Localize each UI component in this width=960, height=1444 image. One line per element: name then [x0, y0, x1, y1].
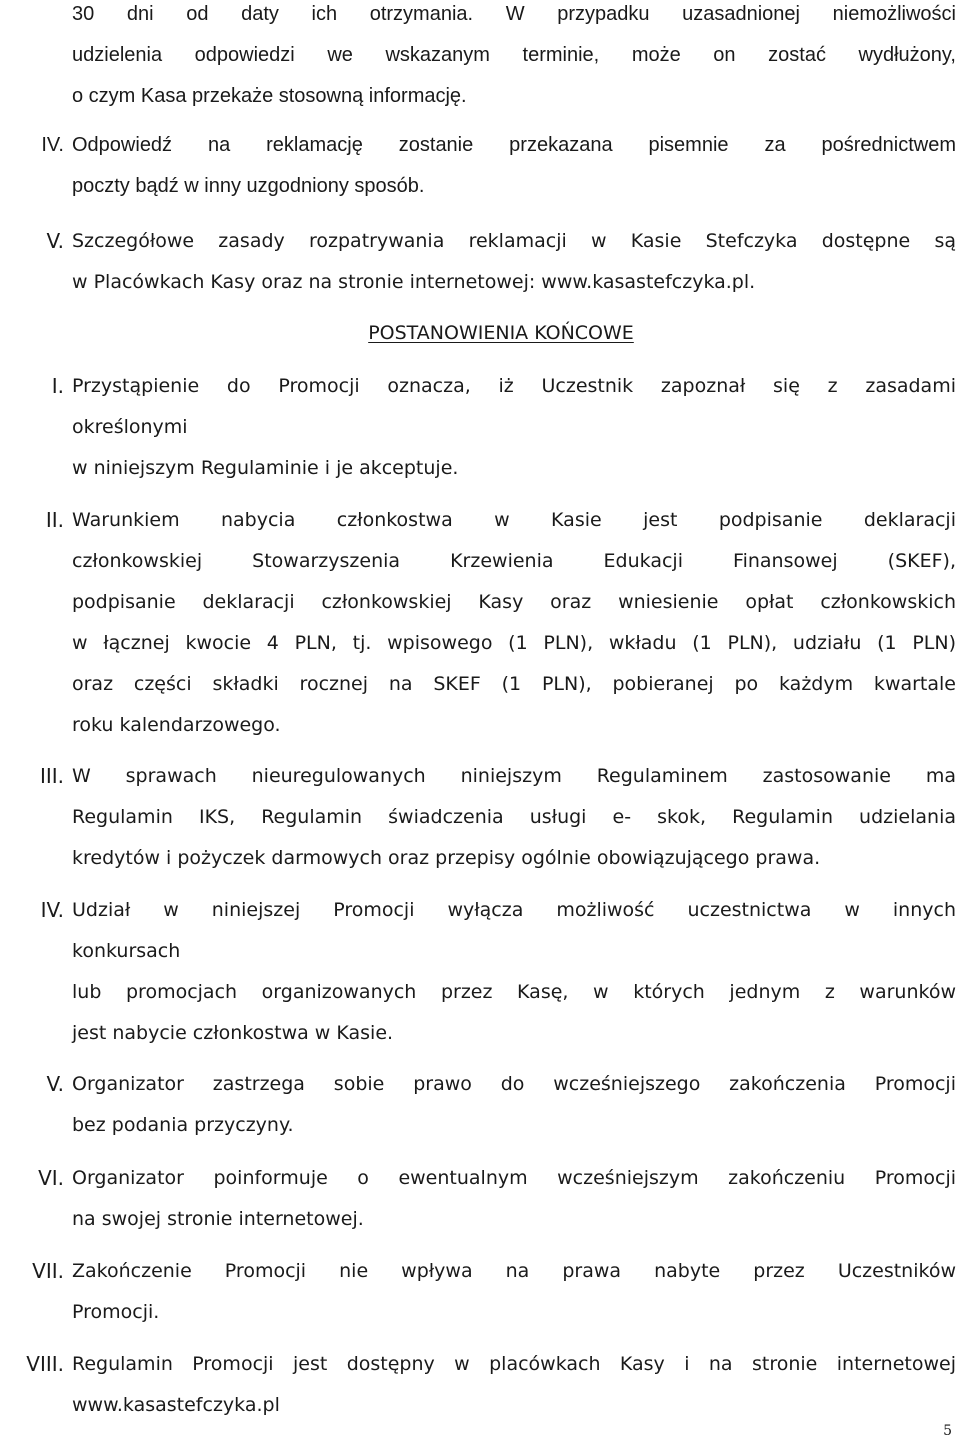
item-number: IV. — [40, 898, 64, 922]
text-line: www.kasastefczyka.pl — [72, 1394, 280, 1416]
text-line: W sprawach nieuregulowanych niniejszym Regulaminem zastosowanie ma — [72, 765, 956, 787]
provision-item — [72, 1064, 956, 1146]
item-number: V. — [46, 229, 64, 253]
provision-item — [72, 1344, 956, 1426]
item-number: II. — [45, 508, 64, 532]
text-line: Zakończenie Promocji nie wpływa na prawa nabyte przez Uczestników — [72, 1260, 956, 1282]
text-line: określonymi — [72, 416, 188, 438]
text-line: jest nabycie członkostwa w Kasie. — [72, 1022, 394, 1044]
item-number: I. — [51, 374, 64, 398]
text-line: Regulamin IKS, Regulamin świadczenia usługi e- skok, Regulamin udzielania — [72, 806, 956, 828]
provision-item — [72, 366, 956, 489]
text-line: Organizator zastrzega sobie prawo do wcześniejszego zakończenia Promocji — [72, 1073, 956, 1095]
text-line: poczty bądź w inny uzgodniony sposób. — [72, 175, 425, 197]
text-line: roku kalendarzowego. — [72, 714, 281, 736]
text-line: Odpowiedź na reklamację zostanie przekazana pisemnie za pośrednictwem — [72, 134, 956, 156]
item-number: VIII. — [26, 1352, 64, 1376]
section-heading: POSTANOWIENIA KOŃCOWE — [368, 322, 634, 344]
provision-item — [72, 890, 956, 1054]
text-line: kredytów i pożyczek darmowych oraz przepisy ogólnie obowiązującego prawa. — [72, 847, 821, 869]
item-number: V. — [46, 1072, 64, 1096]
page-number: 5 — [943, 1423, 952, 1439]
text-line: Regulamin Promocji jest dostępny w placówkach Kasy i na stronie internetowej — [72, 1353, 956, 1375]
text-line: Udział w niniejszej Promocji wyłącza możliwość uczestnictwa w innych — [72, 899, 956, 921]
text-line: oraz części składki rocznej na SKEF (1 PLN), pobieranej po każdym kwartale — [72, 673, 956, 695]
item-number: III. — [39, 764, 64, 788]
text-line: udzielenia odpowiedzi we wskazanym terminie, może on zostać wydłużony, — [72, 44, 956, 66]
provision-item — [72, 1158, 956, 1240]
text-line: Promocji. — [72, 1301, 160, 1323]
text-line: członkowskiej Stowarzyszenia Krzewienia Edukacji Finansowej (SKEF), — [72, 550, 956, 572]
text-line: o czym Kasa przekaże stosowną informację. — [72, 85, 467, 107]
text-line: 30 dni od daty ich otrzymania. W przypadku uzasadnionej niemożliwości — [72, 3, 956, 25]
text-line: Szczegółowe zasady rozpatrywania reklamacji w Kasie Stefczyka dostępne są — [72, 230, 956, 252]
text-line: bez podania przyczyny. — [72, 1114, 294, 1136]
item-number: VI. — [38, 1166, 64, 1190]
text-line: Organizator poinformuje o ewentualnym wcześniejszym zakończeniu Promocji — [72, 1167, 956, 1189]
item-number: VII. — [32, 1259, 64, 1283]
intro-paragraph — [72, 0, 956, 117]
text-line: konkursach — [72, 940, 181, 962]
text-line: lub promocjach organizowanych przez Kasę, w których jednym z warunków — [72, 981, 956, 1003]
text-line: podpisanie deklaracji członkowskiej Kasy oraz wniesienie opłat członkowskich — [72, 591, 956, 613]
provision-item — [72, 500, 956, 746]
provision-item — [72, 756, 956, 879]
text-line: w niniejszym Regulaminie i je akceptuje. — [72, 457, 459, 479]
complaint-item — [72, 221, 956, 303]
text-line: Warunkiem nabycia członkostwa w Kasie jest podpisanie deklaracji — [72, 509, 956, 531]
item-number: IV. — [41, 134, 64, 156]
text-line: w Placówkach Kasy oraz na stronie internetowej: www.kasastefczyka.pl. — [72, 271, 756, 293]
text-line: na swojej stronie internetowej. — [72, 1208, 364, 1230]
text-line: Przystąpienie do Promocji oznacza, iż Uczestnik zapoznał się z zasadami — [72, 375, 956, 397]
text-line: w łącznej kwocie 4 PLN, tj. wpisowego (1 PLN), wkładu (1 PLN), udziału (1 PLN) — [72, 632, 956, 654]
provision-item — [72, 1251, 956, 1333]
complaint-item — [72, 125, 956, 207]
